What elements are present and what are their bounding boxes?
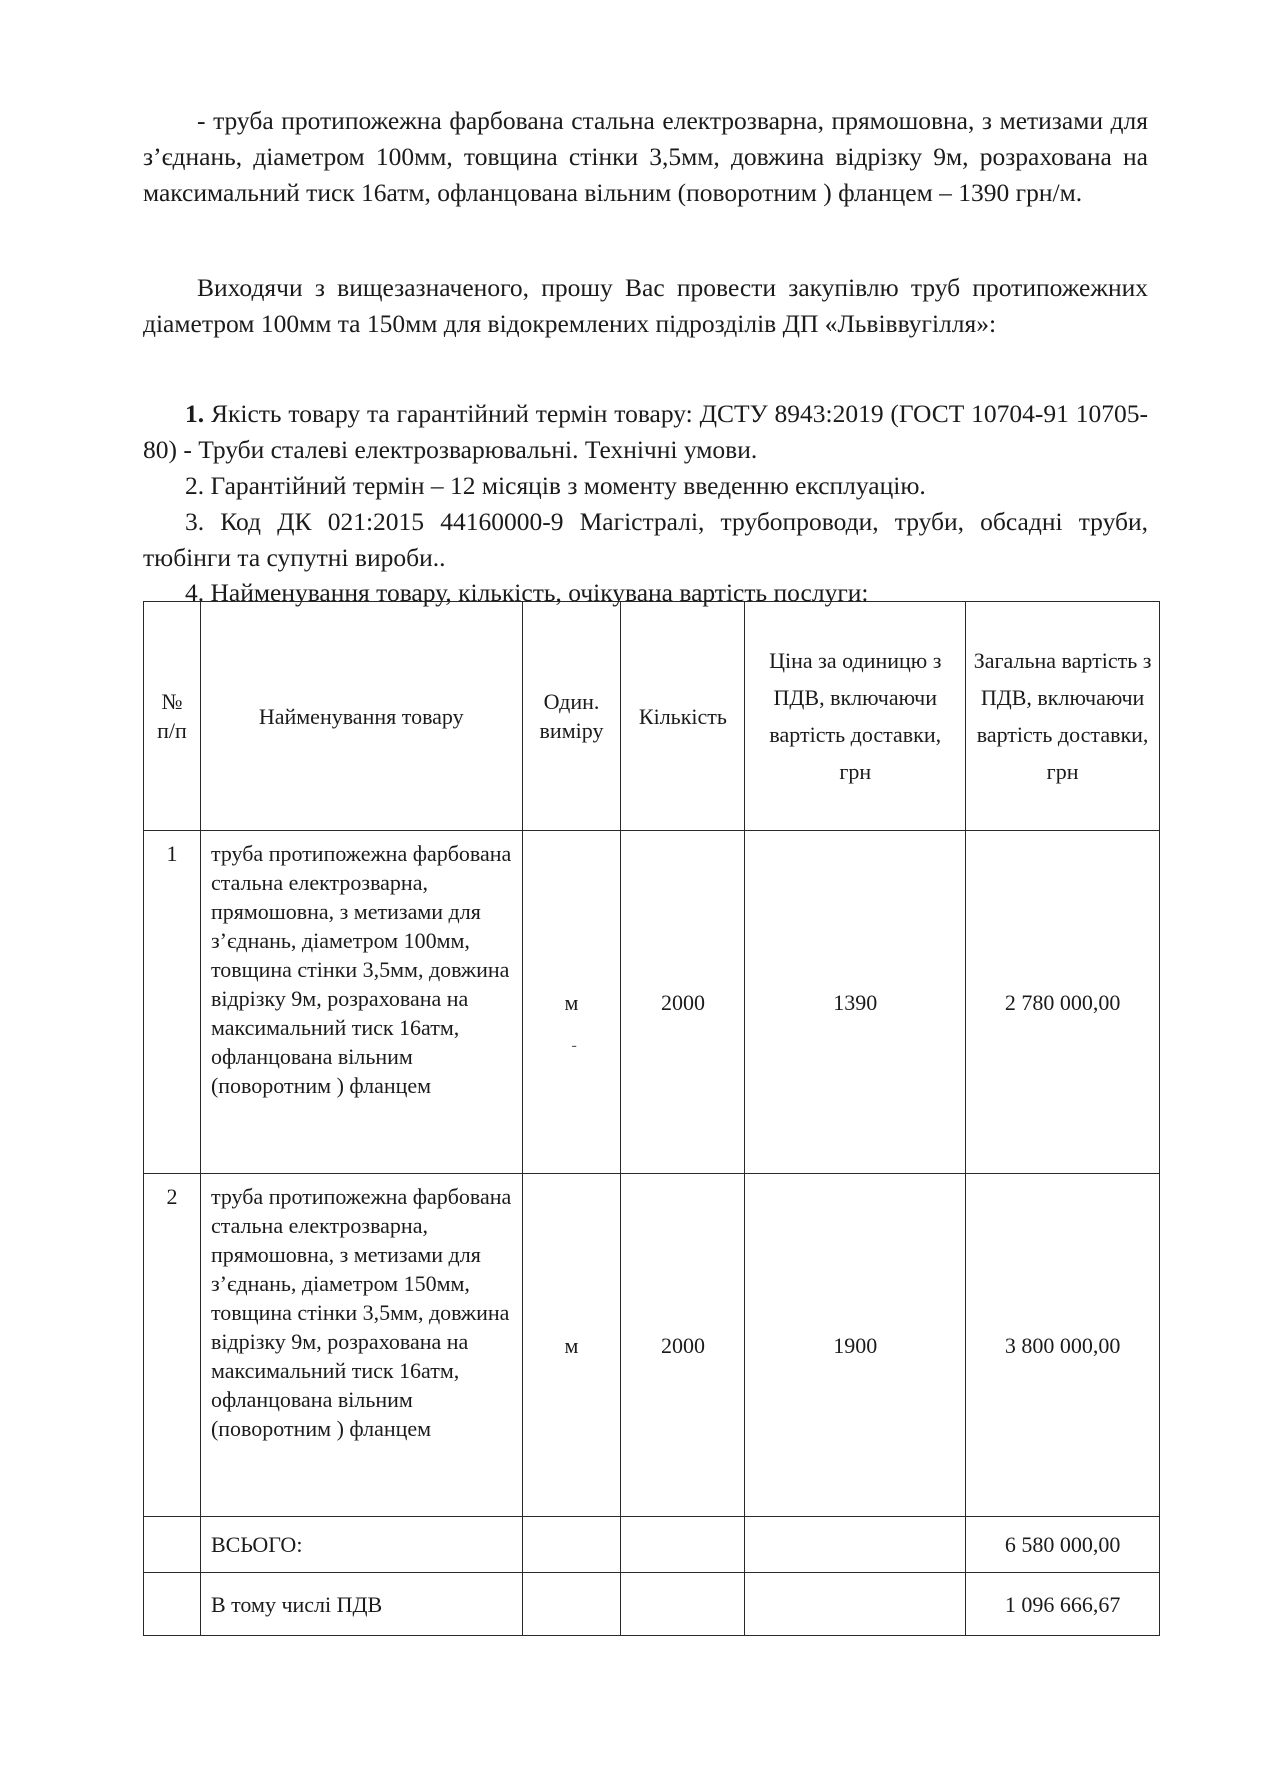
row-total: 3 800 000,00 xyxy=(966,1174,1160,1517)
header-total-text: Загальна вартість з ПДВ, включаючи вартість доставки, грн xyxy=(973,648,1152,784)
table-header-row xyxy=(144,602,1160,831)
row-unit: м - xyxy=(522,831,621,1174)
table-total-row xyxy=(144,1517,1160,1573)
header-price xyxy=(745,602,966,831)
row-unit-text: м xyxy=(564,989,579,1015)
vat-empty-cell xyxy=(621,1573,745,1636)
list-number: 4. xyxy=(185,578,205,607)
vat-empty-cell xyxy=(522,1573,621,1636)
header-name: Найменування товару xyxy=(200,602,522,831)
table-row xyxy=(144,1174,1160,1517)
header-unit: Один. виміру xyxy=(522,602,621,831)
total-label: ВСЬОГО: xyxy=(200,1517,522,1573)
list-item-warranty xyxy=(143,468,1148,504)
row-name: труба протипожежна фарбована стальна електрозварна, прямошовна, з метизами для з’єднань, діаметром 100мм, товщина стінки 3,5мм, довжина відрізку 9м, розрахована на максимальний тиск 16атм, офланцована вільним (поворотним ) фланцем xyxy=(200,831,522,1174)
header-qty: Кількість xyxy=(621,602,745,831)
request-text: Виходячи з вищезазначеного, прошу Вас провести закупівлю труб протипожежних діаметром 100мм та 150мм для відокремлених підрозділів ДП «Львіввугілля»: xyxy=(143,273,1148,338)
pipe-spec-text: - труба протипожежна фарбована стальна електрозварна, прямошовна, з метизами для з’єднань, діаметром 100мм, товщина стінки 3,5мм, довжина відрізку 9м, розрахована на максимальний тиск 16атм, офланцована вільним (поворотним ) фланцем – 1390 грн/м. xyxy=(143,106,1148,207)
vat-value: 1 096 666,67 xyxy=(966,1573,1160,1636)
vat-label: В тому числі ПДВ xyxy=(200,1573,522,1636)
header-total xyxy=(966,602,1160,831)
goods-table xyxy=(143,601,1160,1636)
row-qty: 2000 xyxy=(621,831,745,1174)
request-paragraph xyxy=(143,270,1148,342)
row-price: 1900 xyxy=(745,1174,966,1517)
list-text: Код ДК 021:2015 44160000-9 Магістралі, трубопроводи, труби, обсадні труби, тюбінги та супутні вироби.. xyxy=(143,507,1148,572)
total-empty-cell xyxy=(745,1517,966,1573)
list-item-code xyxy=(143,504,1148,576)
total-empty-cell xyxy=(621,1517,745,1573)
total-empty-cell xyxy=(522,1517,621,1573)
table-row xyxy=(144,831,1160,1174)
header-num: № п/п xyxy=(144,602,201,831)
vat-empty-cell xyxy=(144,1573,201,1636)
list-number: 1. xyxy=(185,399,205,428)
requirements-list xyxy=(143,396,1148,609)
vat-empty-cell xyxy=(745,1573,966,1636)
total-empty-cell xyxy=(144,1517,201,1573)
pipe-spec-paragraph xyxy=(143,103,1148,211)
row-name: труба протипожежна фарбована стальна електрозварна, прямошовна, з метизами для з’єднань, діаметром 150мм, товщина стінки 3,5мм, довжина відрізку 9м, розрахована на максимальний тиск 16атм, офланцована вільним (поворотним ) фланцем xyxy=(200,1174,522,1517)
row-total: 2 780 000,00 xyxy=(966,831,1160,1174)
total-value: 6 580 000,00 xyxy=(966,1517,1160,1573)
row-price: 1390 xyxy=(745,831,966,1174)
list-text: Найменування товару, кількість, очікувана вартість послуги: xyxy=(210,578,869,607)
row-num: 1 xyxy=(144,831,201,1174)
row-unit: м xyxy=(522,1174,621,1517)
list-text: Якість товару та гарантійний термін товару: ДСТУ 8943:2019 (ГОСТ 10704-91 10705-80) - Труби сталеві електрозварювальні. Технічні умови. xyxy=(143,399,1148,464)
row-num: 2 xyxy=(144,1174,201,1517)
table-vat-row xyxy=(144,1573,1160,1636)
header-price-text: Ціна за одиницю з ПДВ, включаючи вартість доставки, грн xyxy=(769,648,942,784)
row-qty: 2000 xyxy=(621,1174,745,1517)
list-number: 3. xyxy=(185,507,205,536)
list-text: Гарантійний термін – 12 місяців з моменту введенню експлуацію. xyxy=(210,471,926,500)
list-item-quality xyxy=(143,396,1148,468)
list-number: 2. xyxy=(185,471,205,500)
